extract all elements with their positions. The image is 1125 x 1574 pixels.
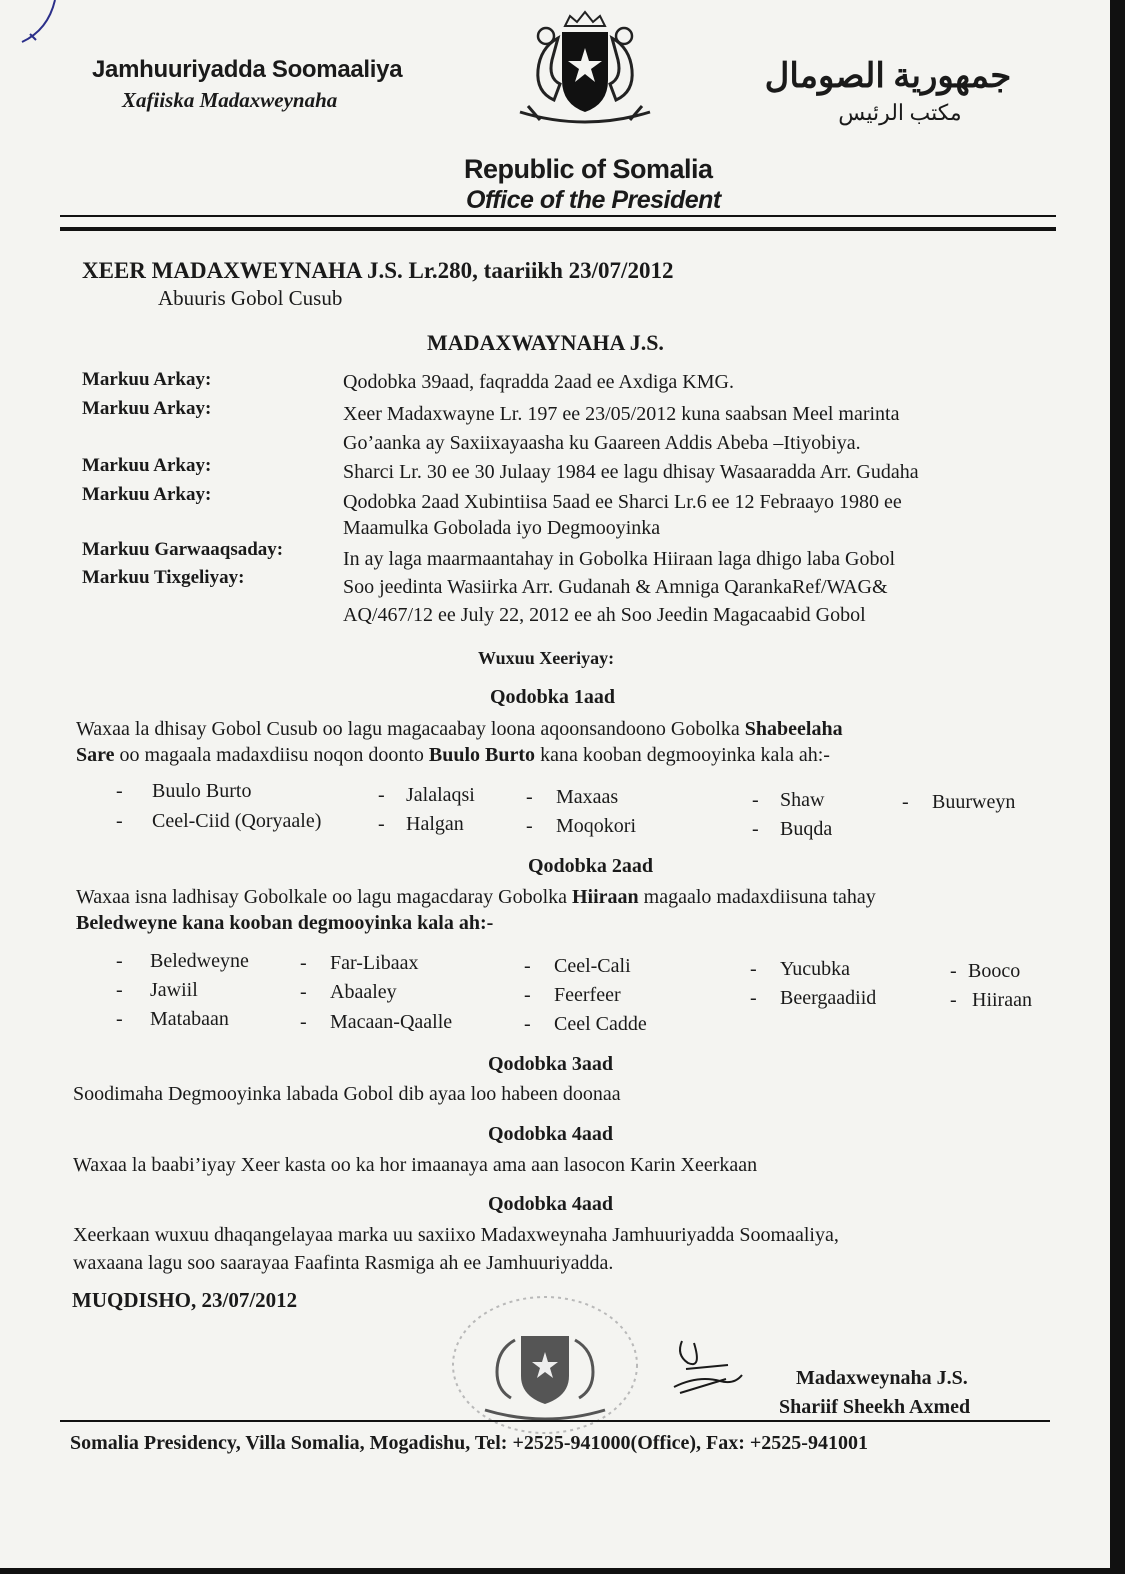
place-date: MUQDISHO, 23/07/2012 bbox=[72, 1288, 298, 1312]
article-5-heading: Qodobka 4aad bbox=[488, 1193, 614, 1215]
recital-text: In ay laga maarmaantahay in Gobolka Hiiraan laga dhigo laba Gobol bbox=[343, 548, 896, 570]
bullet: - bbox=[950, 989, 957, 1011]
article-3-text: Soodimaha Degmooyinka labada Gobol dib ayaa loo habeen doonaa bbox=[73, 1083, 621, 1105]
list-item: Moqokori bbox=[556, 815, 636, 837]
article-1-capital: Buulo Burto bbox=[428, 744, 536, 766]
signatory-role: Madaxweynaha J.S. bbox=[796, 1367, 968, 1389]
bullet: - bbox=[116, 780, 123, 802]
recital-label: Markuu Tixgeliyay: bbox=[82, 567, 245, 588]
article-1-text-1: Waxaa la dhisay Gobol Cusub oo lagu magacaabay loona aqoonsandoono Gobolka bbox=[76, 718, 745, 740]
bullet: - bbox=[116, 810, 123, 832]
recital-text: Go’aanka ay Saxiixayaasha ku Gaareen Addis Abeba –Itiyobiya. bbox=[343, 432, 861, 454]
list-item: Shaw bbox=[780, 789, 825, 811]
list-item: Buqda bbox=[780, 818, 833, 840]
bullet: - bbox=[524, 955, 531, 977]
article-1-text bbox=[76, 716, 1056, 768]
list-item: Matabaan bbox=[150, 1008, 229, 1030]
footer-contact: Somalia Presidency, Villa Somalia, Mogadishu, Tel: +2525-941000(Office), Fax: +2525-941001 bbox=[70, 1432, 868, 1454]
recital-label: Markuu Arkay: bbox=[82, 455, 212, 476]
article-1-region: Shabeelaha bbox=[744, 718, 843, 740]
bullet: - bbox=[378, 784, 385, 806]
bullet: - bbox=[950, 960, 957, 982]
recital-text: Maamulka Gobolada iyo Degmooyinka bbox=[343, 517, 661, 539]
article-1-region-2: Sare bbox=[76, 744, 115, 766]
list-item: Ceel Cadde bbox=[554, 1013, 647, 1035]
article-4-text: Waxaa la baabi’iyay Xeer kasta oo ka hor imaanaya ama aan lasocon Karin Xeerkaan bbox=[73, 1154, 758, 1176]
recital-text: Soo jeedinta Wasiirka Arr. Gudanah & Amniga QarankaRef/WAG& bbox=[343, 576, 888, 598]
bullet: - bbox=[526, 815, 533, 837]
bullet: - bbox=[752, 818, 759, 840]
list-item: Jawiil bbox=[150, 979, 198, 1001]
article-1-heading: Qodobka 1aad bbox=[490, 686, 616, 708]
list-item: Feerfeer bbox=[554, 984, 621, 1006]
article-3-heading: Qodobka 3aad bbox=[488, 1053, 614, 1075]
recital-label: Markuu Arkay: bbox=[82, 369, 212, 390]
header-somali-subtitle: Xafiiska Madaxweynaha bbox=[122, 88, 338, 112]
recital-label: Markuu Arkay: bbox=[82, 398, 212, 419]
list-item: Jalalaqsi bbox=[406, 784, 475, 806]
bullet: - bbox=[116, 979, 123, 1001]
header-english-subtitle: Office of the President bbox=[466, 186, 721, 214]
header-english-title: Republic of Somalia bbox=[464, 154, 713, 184]
decided-heading: Wuxuu Xeeriyay: bbox=[478, 648, 615, 668]
bullet: - bbox=[116, 950, 123, 972]
signatory-name: Shariif Sheekh Axmed bbox=[779, 1396, 971, 1418]
bullet: - bbox=[752, 789, 759, 811]
bullet: - bbox=[300, 981, 307, 1003]
footer-rule bbox=[60, 1420, 1050, 1422]
bullet: - bbox=[902, 791, 909, 813]
list-item: Ceel-Cali bbox=[554, 955, 631, 977]
list-item: Hiiraan bbox=[972, 989, 1032, 1011]
header-somali-title: Jamhuuriyadda Soomaaliya bbox=[92, 56, 403, 83]
recital-text: Sharci Lr. 30 ee 30 Julaay 1984 ee lagu dhisay Wasaaradda Arr. Gudaha bbox=[343, 461, 919, 483]
recital-text: Qodobka 2aad Xubintiisa 5aad ee Sharci Lr.6 ee 12 Febraayo 1980 ee bbox=[343, 491, 902, 513]
article-2-text bbox=[76, 884, 1056, 936]
bullet: - bbox=[526, 786, 533, 808]
list-item: Ceel-Ciid (Qoryaale) bbox=[152, 810, 322, 832]
bullet: - bbox=[524, 984, 531, 1006]
article-2-line-2: Beledweyne kana kooban degmooyinka kala ah:- bbox=[76, 912, 494, 934]
recital-text: Qodobka 39aad, faqradda 2aad ee Axdiga KMG. bbox=[343, 371, 734, 393]
list-item: Booco bbox=[968, 960, 1021, 982]
list-item: Beledweyne bbox=[150, 950, 249, 972]
handwritten-signature bbox=[668, 1335, 748, 1400]
recital-label: Markuu Arkay: bbox=[82, 484, 212, 505]
decree-title: XEER MADAXWEYNAHA J.S. Lr.280, taariikh 23/07/2012 bbox=[82, 258, 674, 283]
presidential-seal-stamp bbox=[445, 1290, 645, 1440]
article-1-text-3: kana kooban degmooyinka kala ah:- bbox=[535, 744, 830, 766]
article-2-text-1: Waxaa isna ladhisay Gobolkale oo lagu magacdaray Gobolka bbox=[76, 886, 572, 908]
recital-text: AQ/467/12 ee July 22, 2012 ee ah Soo Jeedin Magacaabid Gobol bbox=[343, 604, 866, 626]
bullet: - bbox=[300, 952, 307, 974]
article-5-line-2: waxaana lagu soo saarayaa Faafinta Rasmiga ah ee Jamhuuriyadda. bbox=[73, 1252, 614, 1274]
list-item: Buulo Burto bbox=[152, 780, 252, 802]
bullet: - bbox=[750, 958, 757, 980]
recital-text: Xeer Madaxwayne Lr. 197 ee 23/05/2012 kuna saabsan Meel marinta bbox=[343, 403, 900, 425]
pen-mark bbox=[0, 0, 80, 60]
header-arabic-title: جمهورية الصومال bbox=[764, 58, 1012, 95]
header-rule-thick bbox=[60, 227, 1056, 231]
list-item: Halgan bbox=[406, 813, 464, 835]
article-2-region: Hiiraan bbox=[572, 886, 639, 908]
article-4-heading: Qodobka 4aad bbox=[488, 1123, 614, 1145]
list-item: Macaan-Qaalle bbox=[330, 1011, 453, 1033]
article-5-line-1: Xeerkaan wuxuu dhaqangelayaa marka uu saxiixo Madaxweynaha Jamhuuriyadda Soomaaliya, bbox=[73, 1224, 839, 1246]
article-2-heading: Qodobka 2aad bbox=[528, 855, 654, 877]
header-arabic-subtitle: مكتب الرئيس bbox=[838, 100, 962, 125]
list-item: Yucubka bbox=[780, 958, 850, 980]
list-item: Abaaley bbox=[330, 981, 397, 1003]
list-item: Far-Libaax bbox=[330, 952, 419, 974]
list-item: Beergaadiid bbox=[780, 987, 877, 1009]
article-1-text-2: oo magaala madaxdiisu noqon doonto bbox=[114, 744, 429, 766]
decree-subtitle: Abuuris Gobol Cusub bbox=[158, 286, 343, 310]
bullet: - bbox=[750, 987, 757, 1009]
coat-of-arms-emblem bbox=[510, 8, 660, 133]
decree-issuer: MADAXWAYNAHA J.S. bbox=[427, 330, 664, 355]
recital-label: Markuu Garwaaqsaday: bbox=[82, 539, 284, 560]
header-rule bbox=[60, 215, 1056, 217]
bullet: - bbox=[116, 1008, 123, 1030]
list-item: Buurweyn bbox=[932, 791, 1016, 813]
article-2-text-2: magaalo madaxdiisuna tahay bbox=[638, 886, 876, 908]
bullet: - bbox=[378, 813, 385, 835]
list-item: Maxaas bbox=[556, 786, 619, 808]
bullet: - bbox=[524, 1013, 531, 1035]
bullet: - bbox=[300, 1011, 307, 1033]
